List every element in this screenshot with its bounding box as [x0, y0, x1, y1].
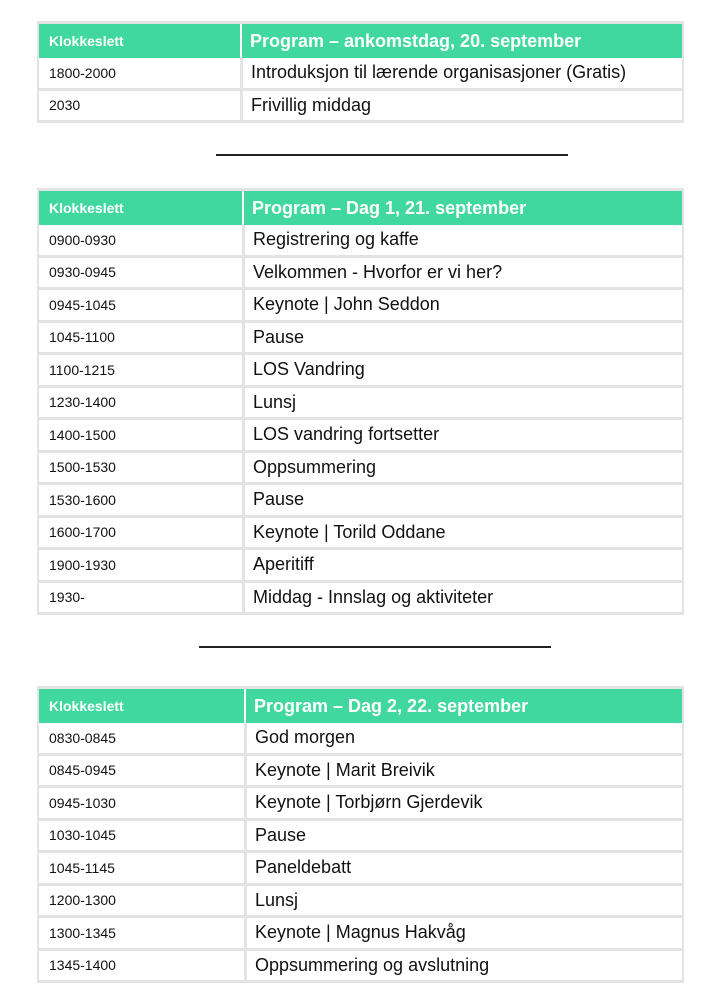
schedule-table-day-2: [37, 686, 684, 983]
row-time: 0900-0930: [49, 231, 116, 248]
schedule-table-day-1: [37, 188, 684, 615]
row-program: LOS Vandring: [242, 355, 682, 385]
row-program: God morgen: [244, 723, 682, 753]
row-program: Lunsj: [242, 388, 682, 418]
row-time: 2030: [49, 97, 81, 114]
table-row: [39, 723, 682, 756]
row-time: 1600-1700: [49, 524, 116, 541]
row-program: Keynote | Marit Breivik: [244, 756, 682, 786]
table-row: [39, 518, 682, 551]
row-time: 0845-0945: [49, 762, 116, 779]
table-row: [39, 420, 682, 453]
schedule-table-arrival-day: [37, 21, 684, 123]
row-time: 0945-1045: [49, 296, 116, 313]
row-program: Velkommen - Hvorfor er vi her?: [242, 258, 682, 288]
row-time: 1530-1600: [49, 491, 116, 508]
row-program: Pause: [242, 323, 682, 353]
header-program: Program – Dag 2, 22. september: [244, 689, 682, 723]
table-row: [39, 583, 682, 616]
header-time: Klokkeslett: [49, 200, 124, 216]
row-program: Registrering og kaffe: [242, 225, 682, 255]
row-program: Paneldebatt: [244, 853, 682, 883]
table-row: [39, 550, 682, 583]
row-program: Pause: [242, 485, 682, 515]
row-program: Keynote | John Seddon: [242, 290, 682, 320]
row-time: 1230-1400: [49, 394, 116, 411]
table-row: [39, 258, 682, 291]
table-row: [39, 788, 682, 821]
row-time: 1930-: [49, 589, 85, 606]
table-header-row: [39, 24, 682, 58]
section-divider: [199, 646, 551, 648]
row-program: Keynote | Magnus Hakvåg: [244, 918, 682, 948]
row-time: 0830-0845: [49, 729, 116, 746]
table-row: [39, 951, 682, 984]
row-time: 1900-1930: [49, 556, 116, 573]
row-program: Lunsj: [244, 886, 682, 916]
table-row: [39, 821, 682, 854]
header-program: Program – ankomstdag, 20. september: [240, 24, 682, 58]
table-row: [39, 91, 682, 124]
row-time: 1045-1100: [49, 329, 115, 346]
table-row: [39, 388, 682, 421]
table-row: [39, 756, 682, 789]
row-time: 0930-0945: [49, 264, 116, 281]
row-time: 1030-1045: [49, 827, 116, 844]
row-program: Aperitiff: [242, 550, 682, 580]
header-program: Program – Dag 1, 21. september: [242, 191, 682, 225]
table-header-row: [39, 191, 682, 225]
row-program: Introduksjon til lærende organisasjoner (Gratis): [240, 58, 682, 88]
table-row: [39, 485, 682, 518]
row-program: Oppsummering: [242, 453, 682, 483]
header-time: Klokkeslett: [49, 698, 124, 714]
row-program: Frivillig middag: [240, 91, 682, 121]
table-row: [39, 58, 682, 91]
row-program: LOS vandring fortsetter: [242, 420, 682, 450]
table-row: [39, 453, 682, 486]
row-time: 0945-1030: [49, 794, 116, 811]
row-time: 1045-1145: [49, 859, 115, 876]
row-time: 1100-1215: [49, 361, 115, 378]
row-time: 1300-1345: [49, 924, 116, 941]
table-row: [39, 853, 682, 886]
table-row: [39, 323, 682, 356]
table-row: [39, 886, 682, 919]
row-time: 1345-1400: [49, 957, 116, 974]
row-time: 1800-2000: [49, 64, 116, 81]
section-divider: [216, 154, 568, 156]
row-time: 1200-1300: [49, 892, 116, 909]
header-time: Klokkeslett: [49, 33, 124, 49]
row-program: Middag - Innslag og aktiviteter: [242, 583, 682, 613]
row-program: Oppsummering og avslutning: [244, 951, 682, 981]
row-program: Keynote | Torild Oddane: [242, 518, 682, 548]
table-row: [39, 355, 682, 388]
row-program: Keynote | Torbjørn Gjerdevik: [244, 788, 682, 818]
row-time: 1500-1530: [49, 459, 116, 476]
table-header-row: [39, 689, 682, 723]
row-program: Pause: [244, 821, 682, 851]
table-row: [39, 225, 682, 258]
row-time: 1400-1500: [49, 426, 116, 443]
table-row: [39, 918, 682, 951]
table-row: [39, 290, 682, 323]
